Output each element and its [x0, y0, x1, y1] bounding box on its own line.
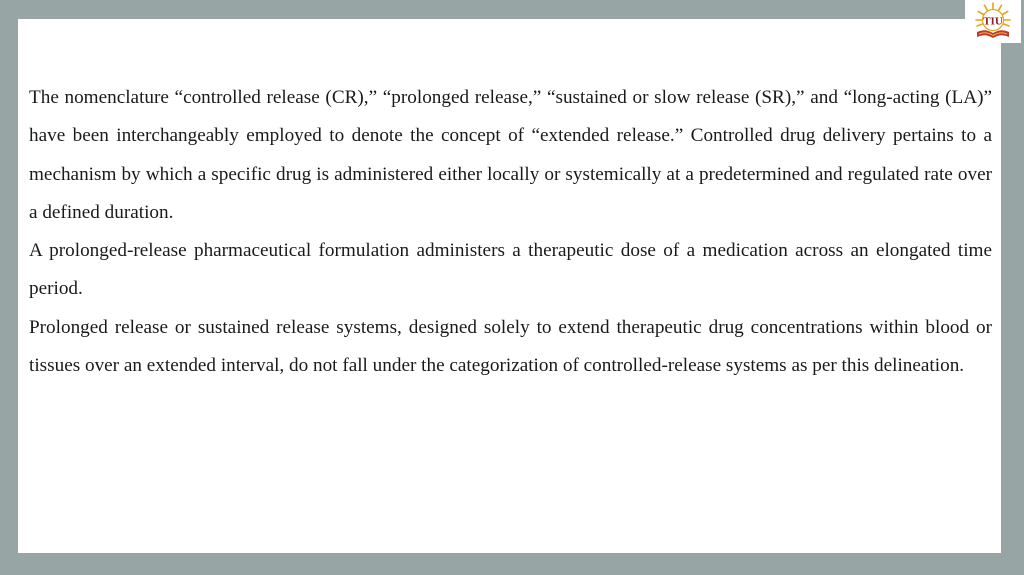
logo-text: TIU: [983, 15, 1003, 28]
paragraph-1: The nomenclature “controlled release (CR),” “prolonged release,” “sustained or slow release (SR),” and “long-acting (LA)” have been interchangeably employed to denote the concept of “extended release.” Controlled drug delivery pertains to a mechanism by which a specific drug is administered either locally or systemically at a predetermined and regulated rate over a defined duration.: [29, 87, 992, 223]
university-crest-icon: [965, 0, 1021, 43]
paragraph-2: A prolonged-release pharmaceutical formulation administers a therapeutic dose of a medication across an elongated time period.: [29, 240, 992, 300]
paragraph-3: Prolonged release or sustained release systems, designed solely to extend therapeutic drug concentrations within blood or tissues over an extended interval, do not fall under the categorization of controlled-release systems as per this delineation.: [29, 316, 992, 377]
book-shape: [977, 30, 1009, 38]
slide-body: [29, 79, 992, 385]
university-logo: [965, 0, 1021, 43]
